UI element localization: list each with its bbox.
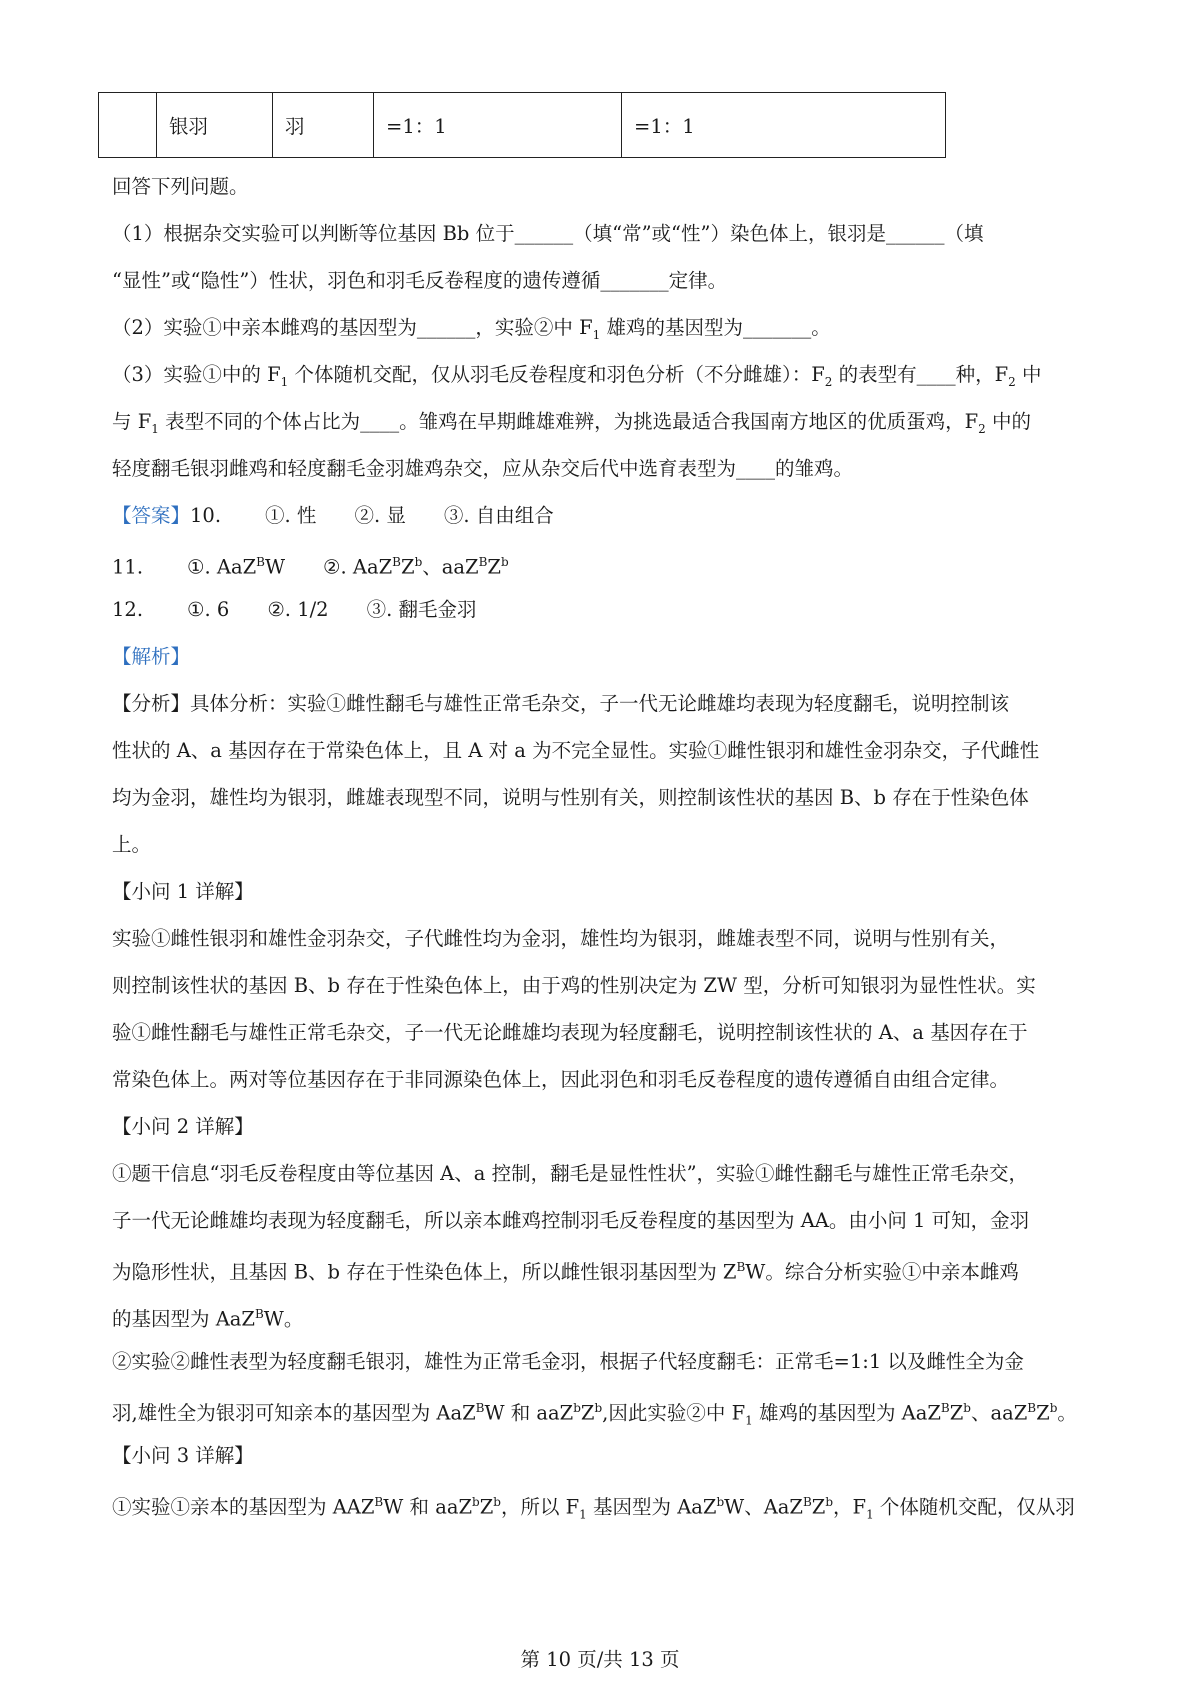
subquestion-2-line: 羽,雄性全为银羽可知亲本的基因型为 AaZ$^B$W 和 $aaZ^bZ^b$,因此实验②中 $F_1$ 雄鸡的基因型为 $AaZ^BZ^b$、$aaZ^BZ^b$。 bbox=[112, 1401, 1077, 1428]
subquestion-1-line: 验①雌性翻毛与雄性正常毛杂交，子一代无论雌雄均表现为轻度翻毛，说明控制该性状的 A、a 基因存在于 bbox=[112, 1021, 1028, 1044]
analysis-line: 【分析】具体分析：实验①雌性翻毛与雄性正常毛杂交，子一代无论雌雄均表现为轻度翻毛，说明控制该 bbox=[112, 692, 1010, 715]
page-footer: 第 10 页/共 13 页 bbox=[520, 1648, 680, 1671]
results-table-fragment bbox=[98, 92, 946, 158]
subquestion-2-line: 子一代无论雌雄均表现为轻度翻毛，所以亲本雌鸡控制羽毛反卷程度的基因型为 AA。由小问 1 可知，金羽 bbox=[112, 1209, 1030, 1232]
subquestion-3-line: ①实验①亲本的基因型为 $AAZ^BW$ 和 $aaZ^bZ^b$，所以 $F_1$ 基因型为 AaZ$^b$W、$AaZ^BZ^b$，$F_1$ 个体随机交配，仅从羽 bbox=[112, 1495, 1075, 1522]
analysis-line: 均为金羽，雄性均为银羽，雌雄表现型不同，说明与性别有关，则控制该性状的基因 B、b 存在于性染色体 bbox=[112, 786, 1029, 809]
subquestion-1-heading: 【小问 1 详解】 bbox=[112, 880, 254, 903]
table-row bbox=[99, 93, 946, 158]
subquestion-1-line: 则控制该性状的基因 B、b 存在于性染色体上，由于鸡的性别决定为 ZW 型，分析可知银羽为显性性状。实 bbox=[112, 974, 1036, 997]
document-body bbox=[112, 163, 1102, 1526]
subquestion-2-line: 的基因型为 AaZ$^B$W。 bbox=[112, 1307, 304, 1331]
subquestion-2-line: ①题干信息“羽毛反卷程度由等位基因 A、a 控制，翻毛是显性性状”，实验①雌性翻毛与雄性正常毛杂交， bbox=[112, 1162, 1029, 1185]
subquestion-2-line: 为隐形性状，且基因 B、b 存在于性染色体上，所以雌性银羽基因型为 $Z^BW$。综合分析实验①中亲本雌鸡 bbox=[112, 1260, 1019, 1284]
analysis-line: 上。 bbox=[112, 833, 152, 856]
answer-line-11: 11. ①. AaZ$^B$W ②. $AaZ^BZ^b$、$aaZ^BZ^b$ bbox=[112, 555, 509, 579]
question-1-line-2: “显性”或“隐性”）性状，羽色和羽毛反卷程度的遗传遵循_______定律。 bbox=[112, 269, 728, 292]
answer-line-12: 12. ①. 6 ②. 1/2 ③. 翻毛金羽 bbox=[112, 598, 477, 621]
question-3-line-3: 轻度翻毛银羽雌鸡和轻度翻毛金羽雄鸡杂交，应从杂交后代中选育表型为____的雏鸡。 bbox=[112, 457, 854, 480]
subquestion-2-line: ②实验②雌性表型为轻度翻毛银羽，雄性为正常毛金羽，根据子代轻度翻毛：正常毛=1:1 以及雌性全为金 bbox=[112, 1350, 1024, 1373]
instruction-line: 回答下列问题。 bbox=[112, 175, 249, 198]
analysis-line: 性状的 A、a 基因存在于常染色体上，且 A 对 a 为不完全显性。实验①雌性银羽和雄性金羽杂交，子代雌性 bbox=[112, 739, 1040, 762]
question-3-line-1: （3）实验①中的 $F_1$ 个体随机交配，仅从羽毛反卷程度和羽色分析（不分雌雄）：$F_2$ 的表型有____种，$F_2$ 中 bbox=[112, 363, 1042, 389]
subquestion-2-heading: 【小问 2 详解】 bbox=[112, 1115, 254, 1138]
analysis-tag: 【解析】 bbox=[112, 645, 191, 668]
table-cell: =1：1 bbox=[622, 93, 946, 158]
table-cell bbox=[99, 93, 157, 158]
table-cell: 银羽 bbox=[157, 93, 273, 158]
subquestion-1-line: 常染色体上。两对等位基因存在于非同源染色体上，因此羽色和羽毛反卷程度的遗传遵循自由组合定律。 bbox=[112, 1068, 1010, 1091]
table-cell: =1：1 bbox=[374, 93, 622, 158]
question-3-line-2: 与 $F_1$ 表型不同的个体占比为____。雏鸡在早期雌雄难辨，为挑选最适合我国南方地区的优质蛋鸡，$F_2$ 中的 bbox=[112, 410, 1031, 436]
question-2-line: （2）实验①中亲本雌鸡的基因型为______，实验②中 $F_1$ 雄鸡的基因型为_______。 bbox=[112, 316, 831, 342]
table-cell: 羽 bbox=[273, 93, 374, 158]
answer-line-10: 【答案】10. ①. 性 ②. 显 ③. 自由组合 bbox=[112, 504, 554, 527]
question-1-line-1: （1）根据杂交实验可以判断等位基因 Bb 位于______（填“常”或“性”）染色体上，银羽是______（填 bbox=[112, 222, 984, 245]
subquestion-1-line: 实验①雌性银羽和雄性金羽杂交，子代雌性均为金羽，雄性均为银羽，雌雄表型不同，说明与性别有关， bbox=[112, 927, 1010, 950]
subquestion-3-heading: 【小问 3 详解】 bbox=[112, 1444, 254, 1467]
answer-tag: 【答案】 bbox=[112, 504, 191, 527]
